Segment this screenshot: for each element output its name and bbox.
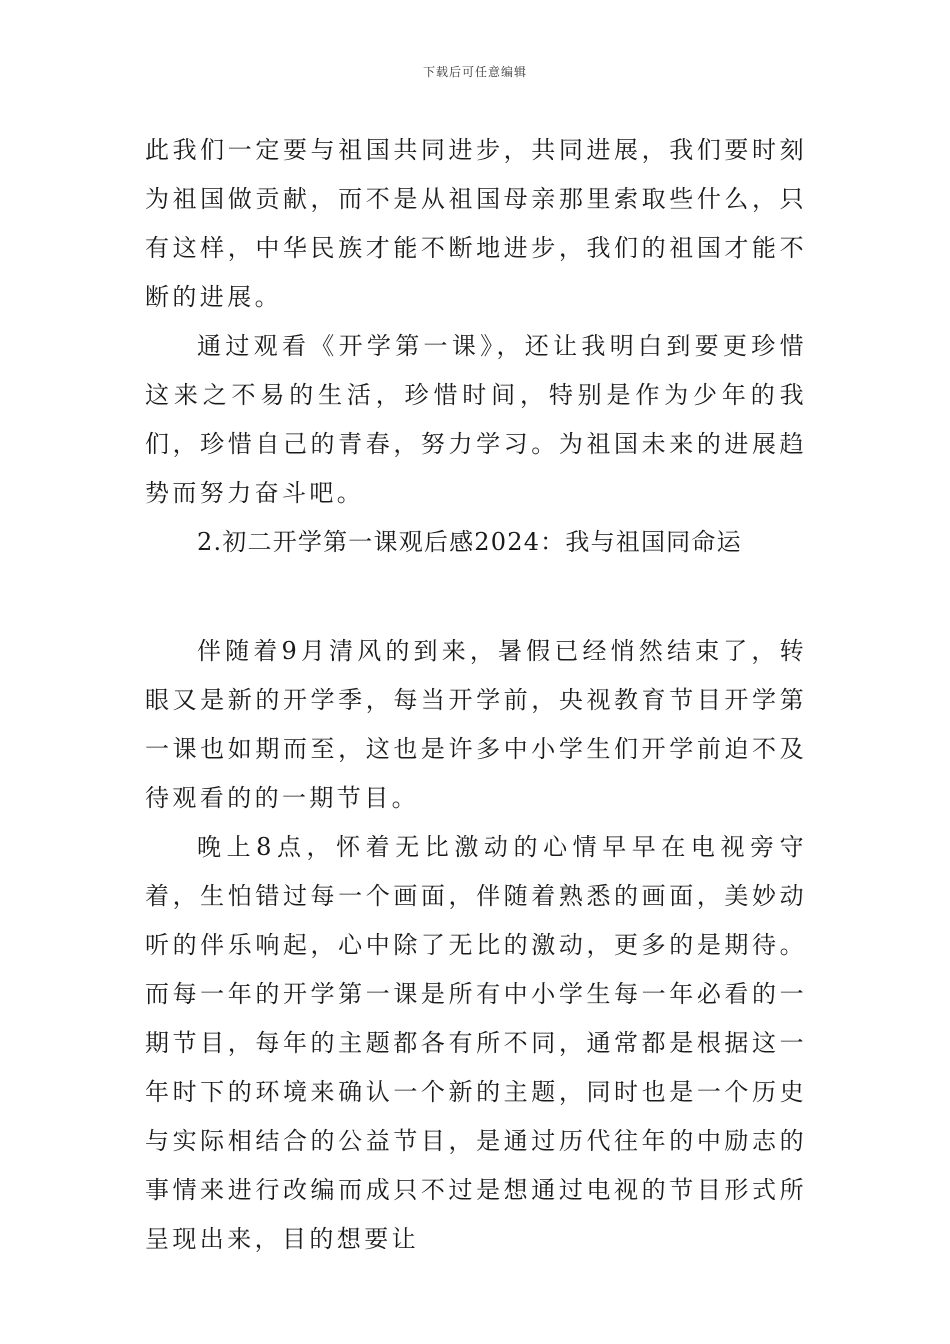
paragraph-evening: 晚上8点，怀着无比激动的心情早早在电视旁守着，生怕错过每一个画面，伴随着熟悉的画面，美妙动听的伴乐响起，心中除了无比的激动，更多的是期待。而每一年的开学第一课是所有中小学生每一年必看的一期节目，每年的主题都各有所不同，通常都是根据这一年时下的环境来确认一个新的主题，同时也是一个历史与实际相结合的公益节目，是通过历代往年的中励志的事情来进行改编而成只不过是想通过电视的节目形式所呈现出来，目的想要让 [145,833,807,1253]
paragraph-reflection: 通过观看《开学第一课》，还让我明白到要更珍惜这来之不易的生活，珍惜时间，特别是作为少年的我们，珍惜自己的青春，努力学习。为祖国未来的进展趋势而努力奋斗吧。 [145,332,807,507]
document-body [145,126,807,1264]
page-header: 下载后可任意编辑 [422,65,527,79]
paragraph-continuation: 此我们一定要与祖国共同进步，共同进展，我们要时刻为祖国做贡献，而不是从祖国母亲那里索取些什么，只有这样，中华民族才能不断地进步，我们的祖国才能不断的进展。 [145,136,807,311]
paragraph-intro: 伴随着9月清风的到来，暑假已经悄然结束了，转眼又是新的开学季，每当开学前，央视教育节目开学第一课也如期而至，这也是许多中小学生们开学前迫不及待观看的的一期节目。 [145,637,807,812]
section-heading: 2.初二开学第一课观后感2024：我与祖国同命运 [197,528,742,556]
section-spacer [145,567,807,627]
